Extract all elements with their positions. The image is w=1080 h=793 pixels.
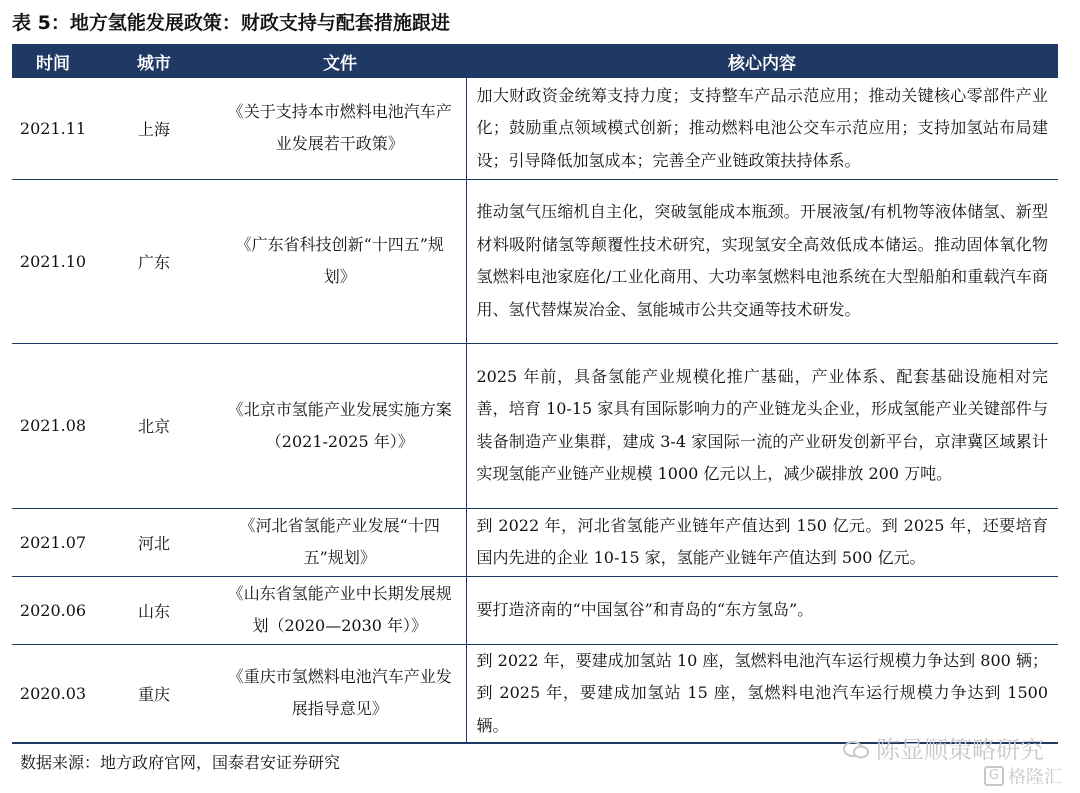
header-content: 核心内容: [466, 44, 1058, 78]
cell-city: 广东: [94, 179, 214, 343]
cell-content: 推动氢气压缩机自主化，突破氢能成本瓶颈。开展液氢/有机物等液体储氢、新型材料吸附储氢等颠覆性技术研究，实现氢安全高效低成本储运。推动固体氧化物氢燃料电池家庭化/工业化商用、大功率氢燃料电池系统在大型船舶和重载汽车商用、氢代替煤炭冶金、氢能城市公共交通等技术研发。: [466, 179, 1058, 343]
cell-time: 2021.10: [12, 179, 94, 343]
header-city: 城市: [94, 44, 214, 78]
table-row: [12, 343, 1058, 508]
cell-time: 2021.11: [12, 78, 94, 179]
cell-content: 2025 年前，具备氢能产业规模化推广基础，产业体系、配套基础设施相对完善，培育 10-15 家具有国际影响力的产业链龙头企业，形成氢能产业关键部件与装备制造产业集群，建成 3-4 家国际一流的产业研发创新平台，京津冀区域累计实现氢能产业链产业规模 1000 亿元以上，减少碳排放 200 万吨。: [466, 343, 1058, 508]
header-time: 时间: [12, 44, 94, 78]
table-header-row: [12, 44, 1058, 78]
table-row: [12, 576, 1058, 644]
cell-doc: 《山东省氢能产业中长期发展规划（2020—2030 年）》: [214, 576, 466, 644]
cell-time: 2021.07: [12, 508, 94, 576]
cell-doc: 《北京市氢能产业发展实施方案（2021-2025 年）》: [214, 343, 466, 508]
cell-city: 北京: [94, 343, 214, 508]
cell-doc: 《广东省科技创新“十四五”规划》: [214, 179, 466, 343]
cell-content: 到 2022 年，河北省氢能产业链年产值达到 150 亿元。到 2025 年，还要培育国内先进的企业 10-15 家，氢能产业链年产值达到 500 亿元。: [466, 508, 1058, 576]
data-source-note: 数据来源：地方政府官网，国泰君安证券研究: [20, 753, 341, 772]
cell-content: 要打造济南的“中国氢谷”和青岛的“东方氢岛”。: [466, 576, 1058, 644]
policy-table: [12, 44, 1058, 744]
header-doc: 文件: [214, 44, 466, 78]
watermark-sub: [984, 763, 1062, 789]
cell-time: 2020.03: [12, 644, 94, 743]
cell-doc: 《关于支持本市燃料电池汽车产业发展若干政策》: [214, 78, 466, 179]
watermark-sub-text: 格隆汇: [1008, 767, 1062, 788]
table-row: [12, 179, 1058, 343]
cell-city: 重庆: [94, 644, 214, 743]
cell-content: 到 2022 年，要建成加氢站 10 座，氢燃料电池汽车运行规模力争达到 800 辆；到 2025 年，要建成加氢站 15 座，氢燃料电池汽车运行规模力争达到 1500 辆。: [466, 644, 1058, 743]
table-row: [12, 644, 1058, 743]
cell-content: 加大财政资金统筹支持力度；支持整车产品示范应用；推动关键核心零部件产业化；鼓励重点领域模式创新；推动燃料电池公交车示范应用；支持加氢站布局建设；引导降低加氢成本；完善全产业链政策扶持体系。: [466, 78, 1058, 179]
gelonghui-logo-icon: G: [984, 766, 1004, 786]
watermark-text: 陈显顺策略研究: [876, 736, 1044, 764]
table-caption: 表 5：地方氢能发展政策：财政支持与配套措施跟进: [12, 12, 450, 34]
cell-city: 上海: [94, 78, 214, 179]
cell-time: 2021.08: [12, 343, 94, 508]
watermark: [842, 730, 1044, 765]
cell-doc: 《河北省氢能产业发展“十四五”规划》: [214, 508, 466, 576]
wechat-icon: [842, 738, 870, 758]
cell-time: 2020.06: [12, 576, 94, 644]
table-row: [12, 508, 1058, 576]
cell-city: 山东: [94, 576, 214, 644]
cell-doc: 《重庆市氢燃料电池汽车产业发展指导意见》: [214, 644, 466, 743]
cell-city: 河北: [94, 508, 214, 576]
table-row: [12, 78, 1058, 179]
